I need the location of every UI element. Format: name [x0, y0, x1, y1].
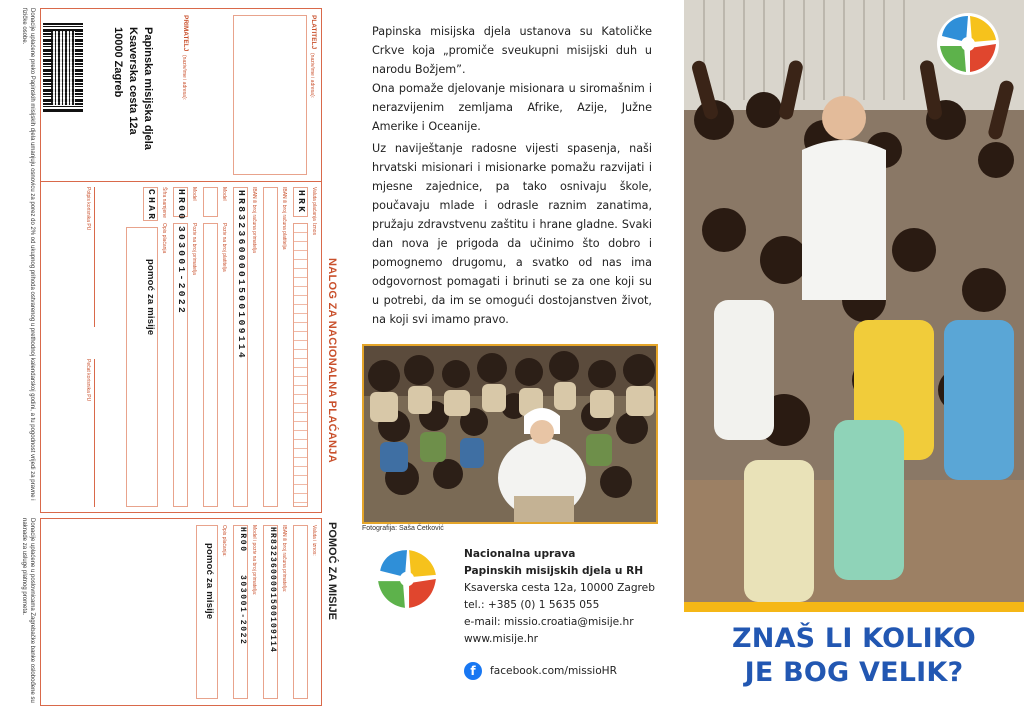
yellow-accent-band	[684, 602, 1024, 612]
barcode-icon	[43, 23, 83, 113]
stub-reference-value: 303001-2022	[238, 575, 247, 646]
missio-logo-icon	[374, 546, 440, 612]
stamp-line	[94, 359, 95, 507]
stub-iban-value: HR8323600001500109114	[268, 527, 277, 654]
model-label: Model	[221, 187, 227, 201]
slogan-line: ZNAŠ LI KOLIKO	[732, 623, 976, 654]
stub-description-value: pomoć za misije	[204, 543, 215, 620]
slip-stub-title: POMOĆ ZA MISIJE	[326, 522, 338, 620]
payer-iban-label: IBAN ili broj računa platitelja	[281, 187, 287, 250]
org-name-line2: Papinskih misijskih djela u RH	[464, 565, 644, 577]
recipient-model-value: HR00	[176, 189, 187, 222]
payer-ref-label: Poziv na broj platitelja	[221, 223, 227, 272]
stub-model-value: HR00	[238, 527, 247, 553]
stub-iban-label: IBAN ili broj računa primatelja:	[281, 525, 287, 593]
photo-caption: Fotografija: Saša Četković	[362, 525, 444, 532]
org-website[interactable]: www.misije.hr	[464, 633, 539, 645]
payment-slip	[0, 0, 340, 714]
recipient-address	[110, 27, 155, 150]
amount-label: Iznos	[311, 223, 317, 235]
amount-field[interactable]	[293, 223, 308, 507]
purpose-code-label: Šifra namjene	[161, 187, 167, 218]
recipient-line: Papinska misijska djela	[142, 27, 154, 150]
recipient-iban-label: IBAN ili broj računa primatelja	[251, 187, 257, 253]
model-label-2: Model	[191, 187, 197, 201]
org-address: Ksaverska cesta 12a, 10000 Zagreb	[464, 582, 655, 594]
nun-with-children-photo	[362, 344, 658, 524]
recipient-iban-value: HR8323600001500109114	[236, 190, 247, 361]
purpose-code-value: CHAR	[146, 189, 157, 222]
signature-line	[94, 187, 95, 327]
recipient-ref-value: 303001-2022	[176, 226, 187, 316]
slip-stub	[40, 518, 322, 706]
recipient-label: PRIMATELJ	[182, 15, 189, 52]
hero-children-photo	[684, 0, 1024, 602]
payer-model-field[interactable]	[203, 187, 218, 217]
payment-slip-panel	[0, 0, 340, 714]
org-phone: tel.: +385 (0) 1 5635 055	[464, 599, 600, 611]
facebook-icon: f	[464, 662, 482, 680]
description-label: Opis plaćanja	[161, 223, 167, 254]
payer-hint: (naziv/ime i adresa):	[309, 53, 315, 99]
recipient-line: 10000 Zagreb	[112, 27, 124, 98]
missio-logo-icon	[936, 12, 1000, 76]
intro-text	[372, 22, 652, 329]
recipient-hint: (naziv/ime i adresa):	[181, 55, 187, 101]
slip-divider	[41, 181, 321, 182]
recipient-line: Ksaverska cesta 12a	[127, 27, 139, 135]
payer-iban-field[interactable]	[263, 187, 278, 507]
payer-field[interactable]	[233, 15, 307, 175]
slip-main-form	[40, 8, 322, 513]
slip-title: NALOG ZA NACIONALNA PLAĆANJA	[326, 258, 338, 463]
recipient-ref-label: Poziv na broj primatelja	[191, 223, 197, 275]
signature-label: Potpis korisnika PU	[85, 187, 91, 231]
description-value: pomoć za misije	[145, 259, 156, 336]
slip-note-stub: Donacije uplaćene u poslovnicama Zagrebačke banke oslobođene su naknade za usluge platnog prometa.	[21, 518, 35, 703]
contact-block	[464, 546, 664, 648]
slogan	[684, 622, 1024, 690]
intro-paragraph: Papinska misijska djela ustanova su Katoličke Crkve koja „promiče sveukupni misijski duh u narodu Božjem”.	[372, 25, 652, 76]
intro-paragraph: Ona pomaže djelovanje misionara u siromašnim i nerazvijenim zemljama Afrike, Azije, Južne Amerike i Oceanije.	[372, 82, 652, 133]
slip-note-main: Donacije uplaćene preko Papinskih misijskih djela umanjuju osnovicu za porez do 2% od ukupnog prihoda ostvarenog u prethodnoj kalendarskoj godini, a tu pogodnost vrijedi za pravne i fizičke osobe.	[21, 8, 35, 501]
currency-label: Valuta plaćanja	[311, 187, 317, 221]
stub-currency-label: Valuta i iznos:	[311, 525, 317, 556]
slogan-line: JE BOG VELIK?	[744, 657, 964, 688]
payer-ref-field[interactable]	[203, 223, 218, 507]
facebook-url: facebook.com/missioHR	[490, 665, 618, 677]
org-name-line1: Nacionalna uprava	[464, 548, 576, 560]
stamp-label: Pečat korisnika PU	[85, 359, 91, 402]
stub-description-label: Opis plaćanja:	[221, 525, 227, 557]
org-email[interactable]: e-mail: missio.croatia@misije.hr	[464, 616, 634, 628]
facebook-link[interactable]	[464, 661, 617, 681]
stub-amount-field[interactable]	[293, 525, 308, 699]
currency-value: HRK	[296, 190, 307, 215]
payer-label: PLATITELJ	[310, 15, 317, 50]
intro-paragraph: Uz naviještanje radosne vijesti spasenja, naši hrvatski misionari i misionarke pomažu razvijati i mjesne zajednice, pa tako osnivaju škole, poučavaju mlade i odrasle raznim zanatima, pružaju zdravstvenu zaštitu i hrane gladne. Svaki dan nova je prigoda da učinimo što dobro i pomognemo drugomu, a svatko od nas ima odgovornost pomagati i brinuti se za one koji su u potrebi, da im se omogući dostojanstven život, na koji svi imamo pravo.	[372, 142, 652, 326]
stub-model-label: Model i poziv na broj primatelja:	[251, 525, 257, 596]
